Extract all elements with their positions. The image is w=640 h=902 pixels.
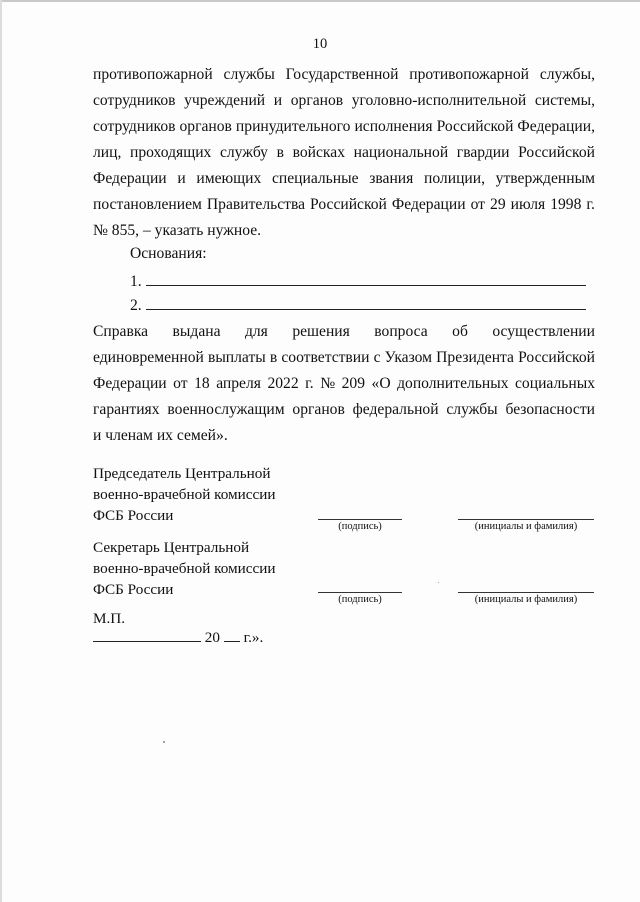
word: 18 (194, 375, 210, 392)
text-line (93, 114, 595, 140)
word: Российской (518, 349, 595, 366)
word: гарантиях (93, 401, 160, 418)
word: Федерации (93, 375, 167, 392)
word: звания (369, 170, 414, 187)
text-line (93, 423, 595, 449)
word: выдана (172, 323, 221, 340)
word: органов (179, 118, 232, 135)
word: специальные (271, 170, 359, 187)
word: исполнения (354, 118, 433, 135)
word: Справка (93, 323, 149, 340)
word: «О (371, 375, 391, 392)
basis-item-2 (130, 295, 586, 317)
word: учреждений (184, 92, 266, 109)
word: органов (292, 401, 345, 418)
date-line (93, 627, 263, 649)
word: в (269, 349, 278, 366)
word: противопожарной (409, 66, 529, 83)
word: службы, (539, 66, 595, 83)
word: для (244, 323, 268, 340)
scan-edge-left (0, 0, 2, 902)
certificate-paragraph (93, 319, 595, 449)
word: имеющих (196, 170, 262, 187)
word: вопроса (374, 323, 428, 340)
word: с (373, 349, 381, 366)
word: июля (510, 196, 546, 213)
word: № (320, 375, 336, 392)
signature-line (318, 519, 402, 520)
word: проходящих (130, 144, 212, 161)
text-line (93, 345, 595, 371)
word: апреля (216, 375, 261, 392)
name-caption: (инициалы и фамилия) (474, 594, 578, 605)
word: гвардии (456, 144, 510, 161)
word: 209 (341, 375, 366, 392)
name-caption: (инициалы и фамилия) (474, 521, 578, 532)
word: безопасности (505, 401, 595, 418)
word: принудительного (235, 118, 351, 135)
word: г. (305, 375, 314, 392)
word: от (470, 196, 485, 213)
signatory-secretary (93, 537, 276, 600)
word: системы, (534, 92, 595, 109)
intro-paragraph (93, 62, 595, 244)
word: социальных (515, 375, 595, 392)
word: от (173, 375, 188, 392)
word: Федерации (93, 170, 167, 187)
date-year-prefix: 20 (204, 629, 220, 646)
word: Государственной (285, 66, 399, 83)
basis-item-number: 2. (130, 297, 142, 314)
signatory-title-line: ФСБ России (93, 507, 174, 524)
name-line (458, 592, 594, 593)
word: и членам их семей». (93, 427, 228, 444)
word: сотрудников (93, 118, 176, 135)
scan-speck (163, 741, 165, 743)
scan-edge-top (0, 0, 640, 2)
word: лиц, (93, 144, 122, 161)
word: Российской (310, 196, 387, 213)
word: и (177, 170, 186, 187)
word: Федерации, (517, 118, 595, 135)
basis-item-1 (130, 271, 586, 293)
text-line (93, 140, 595, 166)
name-line (458, 519, 594, 520)
word: Президента (436, 349, 514, 366)
signatory-title-line: Секретарь Центральной (93, 539, 250, 556)
word: уголовно-исполнительной (351, 92, 527, 109)
signature-caption: (подпись) (338, 594, 382, 605)
word: национальной (353, 144, 449, 161)
signature-line (318, 592, 402, 593)
page-number: 10 (312, 36, 328, 52)
word: службы (223, 66, 275, 83)
date-year-fill (224, 628, 240, 642)
basis-item-fill-line (146, 271, 586, 286)
basis-item-fill-line (146, 295, 586, 310)
word: единовременной (93, 349, 204, 366)
word: № 855, – указать нужное. (93, 222, 262, 239)
word: дополнительных (397, 375, 509, 392)
word: военнослужащим (167, 401, 285, 418)
signatory-title-line: ФСБ России (93, 581, 174, 598)
text-line (93, 397, 595, 423)
text-line (93, 88, 595, 114)
word: противопожарной (93, 66, 213, 83)
text-line (93, 62, 595, 88)
word: утвержденным (495, 170, 595, 187)
text-line (93, 371, 595, 397)
text-line (93, 192, 595, 218)
signatory-title-line: военно-врачебной комиссии (93, 560, 276, 577)
signatory-title-line: Председатель Центральной (93, 465, 271, 482)
word: 29 (490, 196, 506, 213)
word: сотрудников (93, 92, 176, 109)
word: соответствии (281, 349, 370, 366)
signature-caption: (подпись) (338, 521, 382, 532)
word: федеральной (352, 401, 439, 418)
word: войсках (292, 144, 345, 161)
word: г. (586, 196, 595, 213)
date-day-month-fill (93, 628, 201, 642)
word: органов (290, 92, 344, 109)
word: постановлением (93, 196, 202, 213)
text-line (93, 166, 595, 192)
word: службу (219, 144, 268, 161)
word: службы (446, 401, 498, 418)
word: об (452, 323, 468, 340)
scan-speck (438, 582, 439, 583)
signatory-title-line: военно-врачебной комиссии (93, 486, 276, 503)
word: Федерации (391, 196, 466, 213)
stamp-label: М.П. (93, 610, 126, 627)
word: в (276, 144, 284, 161)
basis-label: Основания: (130, 245, 207, 262)
word: 2022 (267, 375, 299, 392)
word: Российской (518, 144, 595, 161)
word: Правительства (206, 196, 306, 213)
word: осуществлении (492, 323, 595, 340)
basis-item-number: 1. (130, 273, 142, 290)
word: полиции, (424, 170, 485, 187)
word: выплаты (207, 349, 266, 366)
word: Указом (384, 349, 433, 366)
word: Российской (436, 118, 514, 135)
word: и (273, 92, 283, 109)
text-line (93, 319, 595, 345)
date-suffix: г.». (243, 629, 264, 646)
word: 1998 (550, 196, 582, 213)
word: решения (292, 323, 350, 340)
signatory-chairman (93, 463, 276, 526)
